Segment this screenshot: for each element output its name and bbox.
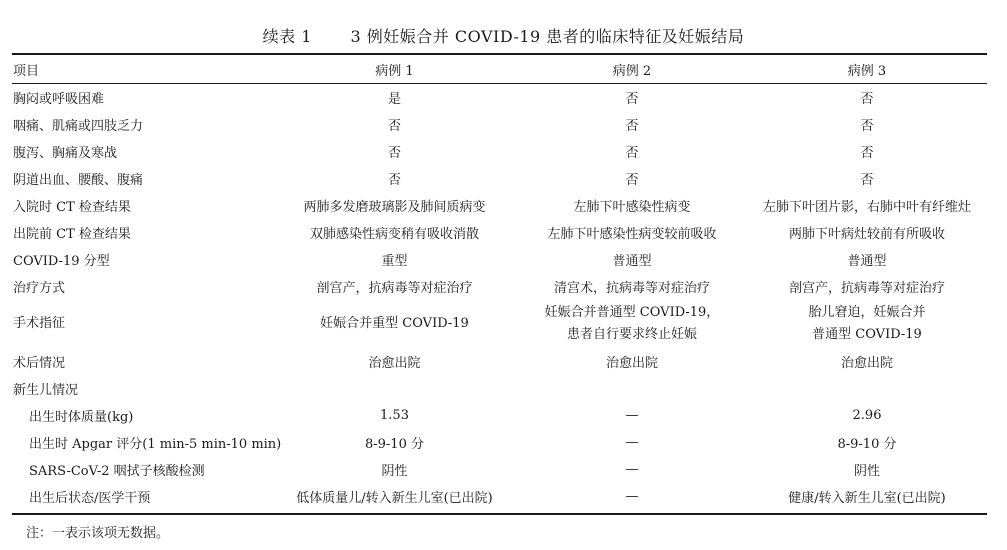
- cell-case-2: 治愈出院: [605, 356, 658, 371]
- table-row: [12, 456, 987, 483]
- cell-case-1: 剖宫产，抗病毒等对症治疗: [316, 281, 473, 296]
- cell-case-1: 双肺感染性病变稍有吸收消散: [309, 227, 479, 242]
- table-row: [12, 219, 987, 246]
- table-row: [12, 429, 987, 456]
- table-row: [12, 138, 987, 165]
- table-row: [12, 111, 987, 138]
- row-label: 出生后状态/医学干预: [29, 491, 151, 506]
- row-label: 出生时 Apgar 评分(1 min-5 min-10 min): [29, 437, 282, 452]
- clinical-table: [12, 55, 987, 510]
- table-row: [12, 483, 987, 510]
- cell-case-1: 否: [387, 173, 401, 188]
- table-row: [12, 84, 987, 111]
- cell-case-1: 8-9-10 分: [364, 437, 424, 452]
- row-label: 新生儿情况: [13, 383, 79, 398]
- table-row: [12, 300, 987, 348]
- cell-case-3: 否: [860, 119, 874, 134]
- cell-case-1: 治愈出院: [368, 356, 421, 371]
- cell-case-1: 阴性: [381, 464, 408, 479]
- table-footnote: 注：一表示该项无数据。: [26, 526, 170, 541]
- cell-line: 普通型 COVID-19: [812, 327, 922, 342]
- cell-case-2: [517, 300, 747, 348]
- row-label: 腹泻、胸痛及寒战: [13, 146, 118, 161]
- cell-case-2: —: [625, 435, 639, 450]
- cell-case-2: 否: [625, 119, 639, 134]
- cell-case-2: 否: [625, 92, 639, 107]
- row-label: 手术指征: [13, 316, 66, 331]
- cell-case-3: 2.96: [852, 408, 882, 423]
- table-row: [12, 192, 987, 219]
- cell-case-1: 1.53: [380, 408, 409, 423]
- cell-case-2: 左肺下叶感染性病变: [573, 200, 691, 215]
- cell-case-2: 左肺下叶感染性病变较前吸收: [547, 227, 717, 242]
- cell-case-3: 左肺下叶团片影，右肺中叶有纤维灶: [762, 200, 971, 215]
- cell-case-3: 8-9-10 分: [837, 437, 897, 452]
- cell-case-2: —: [625, 408, 639, 423]
- cell-case-1: 重型: [381, 254, 408, 269]
- cell-case-1: [272, 375, 517, 402]
- column-header-item: 项目: [13, 64, 40, 79]
- cell-case-3: 否: [860, 92, 874, 107]
- row-label: 咽痛、肌痛或四肢乏力: [13, 119, 144, 134]
- table-row: [12, 402, 987, 429]
- column-header-case-3: 病例 3: [847, 64, 887, 79]
- cell-case-3: [747, 300, 987, 348]
- cell-case-1: 两肺多发磨玻璃影及肺间质病变: [303, 200, 486, 215]
- row-label: 出院前 CT 检查结果: [13, 227, 131, 242]
- cell-case-3: 阴性: [853, 464, 880, 479]
- cell-line: 妊娠合并普通型 COVID-19，: [544, 305, 720, 320]
- cell-case-2: —: [625, 489, 639, 504]
- cell-case-3: 普通型: [847, 254, 887, 269]
- cell-case-2: [517, 375, 747, 402]
- header-row: [12, 55, 987, 84]
- cell-case-2: 否: [625, 146, 639, 161]
- cell-case-3: 剖宫产，抗病毒等对症治疗: [788, 281, 945, 296]
- cell-case-2: —: [625, 462, 639, 477]
- cell-case-3: 健康/转入新生儿室(已出院): [788, 491, 946, 506]
- row-label: COVID-19 分型: [13, 254, 110, 269]
- row-label: 胸闷或呼吸困难: [13, 92, 105, 107]
- cell-case-2: 否: [625, 173, 639, 188]
- table-row: [12, 246, 987, 273]
- column-header-case-2: 病例 2: [612, 64, 652, 79]
- cell-case-3: 治愈出院: [840, 356, 893, 371]
- cell-case-2: 普通型: [612, 254, 652, 269]
- cell-case-3: 否: [860, 173, 874, 188]
- row-label: 阴道出血、腰酸、腹痛: [13, 173, 144, 188]
- cell-case-2: 清宫术，抗病毒等对症治疗: [553, 281, 710, 296]
- cell-case-3: 两肺下叶病灶较前有所吸收: [788, 227, 945, 242]
- bottom-rule: [12, 513, 987, 515]
- table-row: [12, 273, 987, 300]
- cell-case-1: 是: [387, 92, 401, 107]
- cell-case-1: 否: [387, 146, 401, 161]
- row-label: 治疗方式: [13, 281, 66, 296]
- cell-line: 患者自行要求终止妊娠: [566, 327, 697, 342]
- row-label: SARS-CoV-2 咽拭子核酸检测: [29, 464, 205, 479]
- cell-case-1: 妊娠合并重型 COVID-19: [320, 316, 469, 331]
- column-header-case-1: 病例 1: [375, 64, 414, 79]
- cell-case-1: 低体质量儿/转入新生儿室(已出院): [296, 491, 493, 506]
- cell-case-1: 否: [387, 119, 401, 134]
- cell-case-3: 否: [860, 146, 874, 161]
- table-title: 续表 1 3 例妊娠合并 COVID-19 患者的临床特征及妊娠结局: [262, 27, 745, 46]
- row-label: 出生时体质量(kg): [29, 410, 134, 425]
- row-label: 入院时 CT 检查结果: [13, 200, 131, 215]
- table-row: [12, 348, 987, 375]
- table-row: [12, 375, 987, 402]
- cell-case-3: [747, 375, 987, 402]
- row-label: 术后情况: [13, 356, 66, 371]
- cell-line: 胎儿窘迫，妊娠合并: [808, 305, 926, 320]
- table-row: [12, 165, 987, 192]
